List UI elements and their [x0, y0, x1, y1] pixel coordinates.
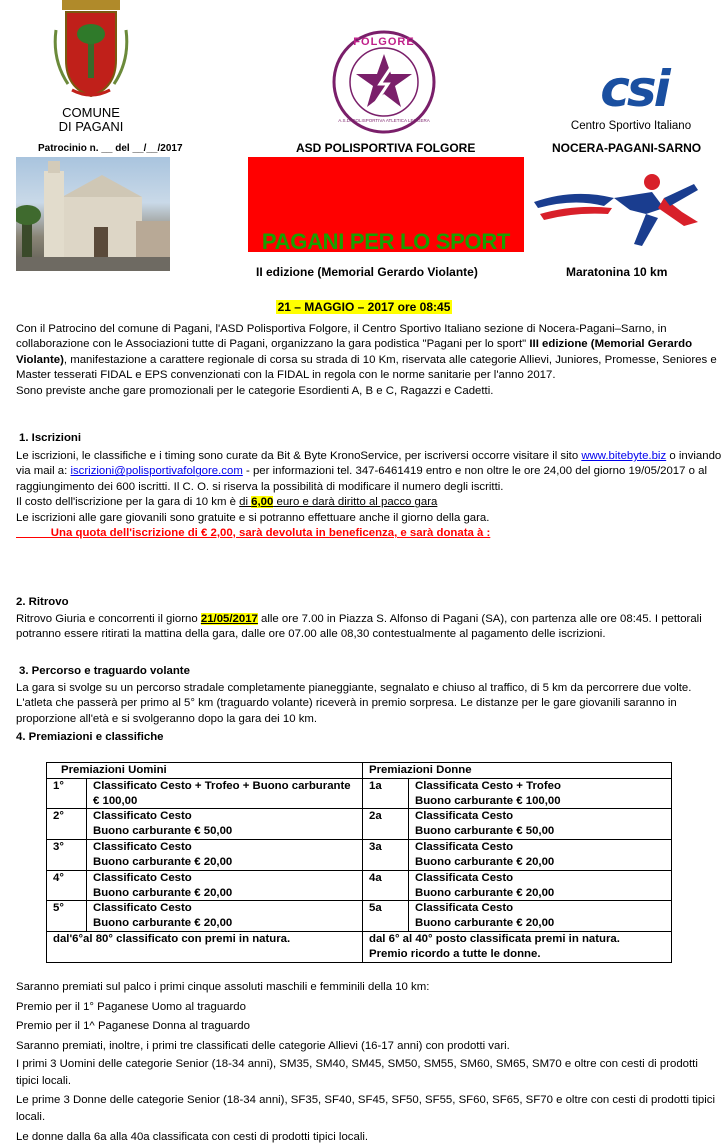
- men-pos: 2°: [47, 809, 87, 840]
- men-prize: [87, 901, 363, 932]
- men-pos: 1°: [47, 778, 87, 809]
- nocera-label: NOCERA-PAGANI-SARNO: [552, 141, 702, 155]
- table-header-row: [47, 763, 672, 779]
- date-line: [0, 299, 728, 316]
- women-prize-line-2: Buono carburante € 50,00: [415, 825, 555, 838]
- percorso-paragraph: La gara si svolge su un percorso stradale completamente pianeggiante, segnalato e chiuso al traffico, di 5 km da percorrere due volte. L'atleta che passerà per primo al 5° km (traguardo volante) riceverà in premio sorpresa. Le distanze per le gare giovanili saranno in proporzione all'età e si svolgeranno dopo la gara dei 10 km.: [16, 682, 692, 725]
- ritrovo-date: 21/05/2017: [200, 613, 258, 625]
- banner-title: PAGANI PER LO SPORT: [261, 229, 511, 254]
- premiazioni-heading: 4. Premiazioni e classifiche: [16, 731, 164, 743]
- footer-women: [363, 932, 672, 963]
- closing-section: [16, 978, 722, 1148]
- header-women: Premiazioni Donne: [363, 763, 672, 779]
- crest-icon: [52, 0, 130, 100]
- men-prize-line-1: Classificato Cesto: [93, 841, 192, 854]
- ritrovo-paragraph: [16, 612, 722, 643]
- folgore-logo-text: FOLGORE: [353, 36, 415, 48]
- ritrovo-heading: 2. Ritrovo: [16, 596, 69, 608]
- intro-promo: Sono previste anche gare promozionali per le categorie Esordienti A, B e C, Ragazzi e Cadetti.: [16, 384, 494, 397]
- closing-line: Premio per il 1^ Paganese Donna al traguardo: [16, 1020, 250, 1033]
- church-photo: [16, 157, 170, 271]
- women-prize-line-1: Classificata Cesto: [415, 871, 514, 884]
- comune-line-2: DI PAGANI: [58, 119, 124, 134]
- asd-label: ASD POLISPORTIVA FOLGORE: [296, 141, 476, 155]
- bitebyte-link[interactable]: www.bitebyte.biz: [581, 450, 667, 462]
- costo-text-3: euro e darà diritto al pacco gara: [273, 496, 438, 509]
- men-prize: [87, 778, 363, 809]
- men-prize-line-2: € 100,00: [93, 794, 138, 807]
- closing-line: Le prime 3 Donne delle categorie Senior (18-34 anni), SF35, SF40, SF45, SF50, SF55, SF60, SF65, SF70 e oltre con cesti di prodotti tipici locali.: [16, 1094, 715, 1124]
- ritrovo-text: [16, 612, 722, 643]
- header-men: Premiazioni Uomini: [47, 763, 363, 779]
- table-row: [47, 809, 672, 840]
- patrocinio-label: Patrocinio n. __ del __/__/2017: [38, 143, 183, 154]
- csi-logo: [566, 62, 696, 136]
- men-prize: [87, 840, 363, 871]
- race-label: Maratonina 10 km: [566, 265, 668, 279]
- csi-logo-mark: csi: [600, 60, 668, 118]
- date-highlight: 21 – MAGGIO – 2017 ore 08:45: [277, 300, 451, 314]
- women-prize-line-1: Classificata Cesto: [415, 902, 514, 915]
- email-link[interactable]: iscrizioni@polisportivafolgore.com: [70, 465, 243, 478]
- runner-icon: [534, 168, 710, 248]
- table-row: [47, 870, 672, 901]
- men-prize-line-2: Buono carburante € 20,00: [93, 886, 233, 899]
- iscrizioni-heading: 1. Iscrizioni: [19, 432, 82, 444]
- folgore-logo: [332, 30, 436, 134]
- women-pos: 5a: [363, 901, 409, 932]
- costo-price: 6,00: [251, 496, 274, 509]
- intro-paragraph: [16, 322, 722, 399]
- men-pos: 5°: [47, 901, 87, 932]
- table-footer-row: [47, 932, 672, 963]
- csi-caption: Centro Sportivo Italiano: [570, 120, 692, 132]
- runner-image: [534, 168, 710, 248]
- women-prize: [409, 901, 672, 932]
- women-pos: 3a: [363, 840, 409, 871]
- closing-line: Premio per il 1° Paganese Uomo al traguardo: [16, 1000, 246, 1013]
- footer-women-line-2: Premio ricordo a tutte le donne.: [369, 947, 541, 960]
- intro-bold: III edizione (Memorial Gerardo Violante): [16, 338, 693, 366]
- iscrizioni-text-2: o inviando via mail a:: [16, 450, 722, 478]
- closing-line: Saranno premiati, inoltre, i primi tre classificati delle categorie Allievi (16-17 anni) con prodotti vari.: [16, 1039, 510, 1052]
- iscrizioni-text-1: Le iscrizioni, le classifiche e i timing sono curate da Bit & Byte KronoService, per iscriversi occorre visitare il sito: [16, 450, 582, 462]
- women-prize: [409, 809, 672, 840]
- men-prize-line-2: Buono carburante € 20,00: [93, 917, 233, 930]
- men-prize-line-2: Buono carburante € 20,00: [93, 855, 233, 868]
- women-pos: 2a: [363, 809, 409, 840]
- women-prize-line-2: Buono carburante € 20,00: [415, 855, 555, 868]
- church-image-icon: [16, 157, 170, 271]
- costo-text-2: di: [239, 496, 252, 509]
- closing-line: Le donne dalla 6a alla 40a classificata con cesti di prodotti tipici locali.: [16, 1131, 369, 1144]
- table-row: [47, 778, 672, 809]
- costo-text-1: Il costo dell'iscrizione per la gara di 10 km è: [16, 496, 240, 509]
- percorso-heading: 3. Percorso e traguardo volante: [19, 665, 190, 677]
- premiazioni-table: [46, 762, 672, 963]
- intro-text-2: , manifestazione a carattere regionale di corsa su strada di 10 Km, riservata alle categorie Allievi, Juniores, Promesse, Seniores e Master tesserati FIDAL e EPS convenzionati con la FIDAL in regola con le norme sanitarie per l'anno 2017.: [16, 353, 717, 382]
- women-prize: [409, 870, 672, 901]
- closing-line: I primi 3 Uomini delle categorie Senior (18-34 anni), SM35, SM40, SM45, SM50, SM55, SM60, SM65, SM70 e oltre con cesti di prodotti tipici locali.: [16, 1058, 698, 1088]
- ritrovo-text-2: alle ore 7.00 in Piazza S. Alfonso di Pagani (SA), con partenza alle ore 08:45. I pettorali potranno essere ritirati la mattina della gara, dalle ore 07.00 alle 08,30 contestualmente al pagamento delle iscrizioni.: [16, 613, 702, 641]
- women-prize-line-1: Classificata Cesto: [415, 810, 514, 823]
- iscrizioni-text: [16, 449, 722, 495]
- iscrizioni-paragraph: [16, 449, 722, 541]
- men-pos: 4°: [47, 870, 87, 901]
- closing-line: Saranno premiati sul palco i primi cinque assoluti maschili e femminili della 10 km:: [16, 981, 430, 993]
- table-row: [47, 840, 672, 871]
- iscrizioni-text-3: - per informazioni tel. 347-6461419 entro e non oltre le ore 24,00 del giorno 19/05/2017 o al raggiungimento dei 600 iscritti. Il C. O. si riserva la possibilità di modificare il numero degli iscritti.: [16, 465, 707, 493]
- edition-label: II edizione (Memorial Gerardo Violante): [256, 265, 478, 279]
- women-pos: 4a: [363, 870, 409, 901]
- beneficenza-line: Una quota dell'iscrizione di € 2,00, sarà devoluta in beneficenza, e sarà donata à :: [16, 526, 491, 539]
- footer-women-line-1: dal 6° al 40° posto classificata premi in natura.: [369, 933, 620, 946]
- women-prize-line-2: Buono carburante € 20,00: [415, 886, 555, 899]
- men-prize-line-1: Classificato Cesto: [93, 810, 192, 823]
- women-prize-line-2: Buono carburante € 100,00: [415, 794, 561, 807]
- costo-line: [16, 495, 722, 510]
- women-prize-line-1: Classificata Cesto + Trofeo: [415, 779, 561, 792]
- giovanili-line: Le iscrizioni alle gare giovanili sono gratuite e si potranno effettuare anche il giorno della gara.: [16, 511, 490, 524]
- women-prize: [409, 778, 672, 809]
- men-prize-line-2: Buono carburante € 50,00: [93, 825, 233, 838]
- men-prize-line-1: Classificato Cesto: [93, 902, 192, 915]
- men-prize: [87, 870, 363, 901]
- men-pos: 3°: [47, 840, 87, 871]
- intro-text: [16, 322, 722, 384]
- footer-men: dal'6°al 80° classificato con premi in natura.: [47, 932, 363, 963]
- costo-underlined: [239, 496, 437, 508]
- men-prize-line-1: Classificato Cesto + Trofeo + Buono carburante: [93, 779, 351, 792]
- ritrovo-text-1: Ritrovo Giuria e concorrenti il giorno: [16, 613, 201, 625]
- folgore-logo-subtext: A.S.D. POLISPORTIVA ATLETICA LEGGERA: [338, 118, 430, 123]
- comune-di-pagani-logo: [52, 0, 130, 132]
- men-prize: [87, 809, 363, 840]
- men-prize-line-1: Classificato Cesto: [93, 871, 192, 884]
- women-prize-line-1: Classificata Cesto: [415, 841, 514, 854]
- women-prize-line-2: Buono carburante € 20,00: [415, 917, 555, 930]
- women-pos: 1a: [363, 778, 409, 809]
- intro-text-1: Con il Patrocino del comune di Pagani, l'ASD Polisportiva Folgore, il Centro Sportivo Italiano sezione di Nocera-Pagani–Sarno, in collaborazione con le Associazioni tutte di Pagani, organizzano la gara podistica "Pagani per lo sport": [16, 323, 667, 351]
- women-prize: [409, 840, 672, 871]
- comune-line-1: COMUNE: [62, 105, 120, 120]
- table-row: [47, 901, 672, 932]
